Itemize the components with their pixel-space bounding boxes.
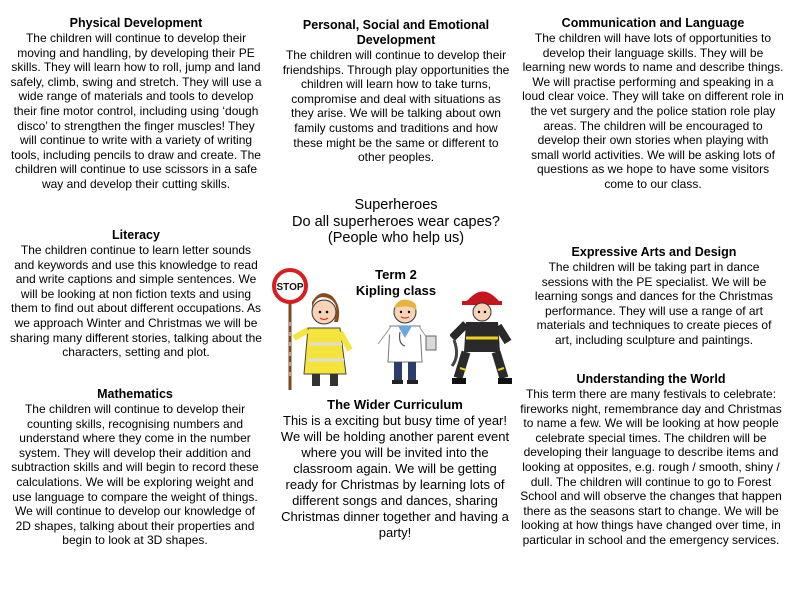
literacy-section — [10, 228, 262, 360]
expressive-arts-heading: Expressive Arts and Design — [571, 245, 737, 259]
topic-line-2: Do all superheroes wear capes? — [292, 213, 500, 230]
literacy-text: The children continue to learn letter sounds and keywords and use this knowledge to read and write captions and simple sentences. We will be looking at non fiction texts and using them to find out about different occupations. As we approach Winter and Christmas we will be sharing many different stories, talking about the characters, setting and plot. — [10, 243, 262, 360]
literacy-heading: Literacy — [112, 228, 160, 242]
physical-development-text: The children will continue to develop their moving and handling, by developing their PE skills. They will learn how to roll, jump and land safely, climb, swing and stretch. They will use a wide range of materials and tools to develop their fine motor control, including using ‘dough disco’ to strengthen the finger muscles! They will continue to write with a variety of writing tools, including pencils to draw and create. The children will continue to use scissors in a safe way and develop their cutting skills. — [10, 31, 262, 191]
topic-line-1: Superheroes — [354, 197, 438, 213]
communication-heading: Communication and Language — [561, 16, 745, 30]
class-name: Kipling class — [355, 283, 437, 298]
understanding-world-section — [518, 372, 784, 548]
doctor-icon — [372, 296, 438, 386]
mathematics-section — [6, 387, 264, 548]
expressive-arts-section — [528, 245, 780, 348]
mathematics-heading: Mathematics — [97, 387, 173, 401]
topic-line-3: (People who help us) — [327, 230, 465, 246]
expressive-arts-text: The children will be taking part in dance sessions with the PE specialist. We will be learning songs and dances for the Christmas performance. They will use a range of art materials and techniques to create pieces of art, including sculpture and paintings. — [534, 260, 774, 347]
physical-development-heading: Physical Development — [69, 16, 203, 30]
stop-sign-text: STOP — [276, 282, 304, 293]
wider-curriculum-heading: The Wider Curriculum — [327, 397, 463, 412]
psed-text: The children will continue to develop their friendships. Through play opportunities the children will learn how to take turns, compromise and deal with situations as they arise. We will be talking about own family customs and traditions and how these might be the same or different to other peoples. — [282, 48, 510, 165]
term-number: Term 2 — [375, 267, 417, 282]
topic-title — [290, 197, 502, 247]
mathematics-text: The children will continue to develop their counting skills, recognising numbers and understand where they come in the number system. They will develop their addition and subtraction skills and will begin to record these calculations. We will be exploring weight and use language to compare the weight of things. We will continue to develop our knowledge of 2D shapes, talking about their properties and begin to look at 3D shapes. — [11, 402, 259, 548]
understanding-world-text: This term there are many festivals to celebrate: fireworks night, remembrance day and Christmas to name a few. We will be looking at how people celebrate special times. The children will be developing their language to describe items and looking at opposites, e.g. rough / smooth, shiny / dull. The children will continue to go to Forest School and will observe the changes that happen there as the seasons start to change. We will be looking at how things have changed over time, in particular in school and the emergency services. — [520, 387, 782, 547]
communication-section — [522, 16, 784, 192]
physical-development-section — [10, 16, 262, 192]
psed-section — [280, 18, 512, 165]
psed-heading: Personal, Social and Emotional Development — [302, 18, 490, 47]
communication-text: The children will have lots of opportunities to develop their language skills. They will be learning new words to name and describe things. We will practise performing and speaking in a loud clear voice. They will take on different role in the vet surgery and the police station role play areas. The children will be encouraged to develop their own stories when playing with small world activities. We will be asking lots of questions as we hope to have some visitors come to our class. — [522, 31, 784, 191]
firefighter-icon — [450, 286, 516, 386]
lollipop-lady-icon — [272, 262, 358, 392]
wider-curriculum-section — [276, 397, 514, 541]
wider-curriculum-text: This is a exciting but busy time of year! We will be holding another parent event where you will be invited into the classroom again. We will be getting ready for Christmas by learning lots of different songs and dances, sharing Christmas dinner together and having a party! — [280, 413, 510, 540]
understanding-world-heading: Understanding the World — [576, 372, 726, 386]
